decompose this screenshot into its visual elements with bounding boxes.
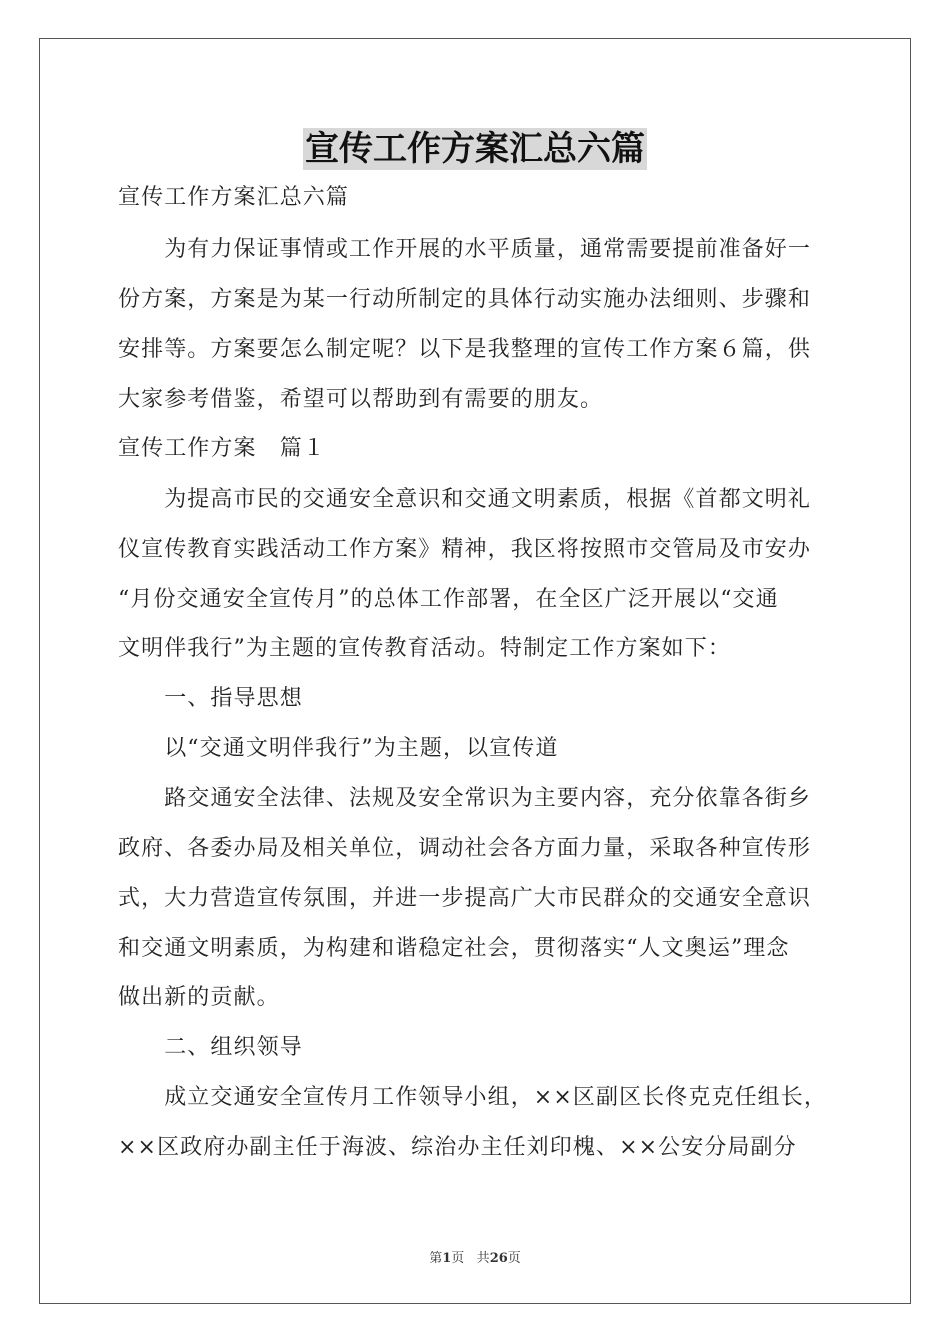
text-line: 式，大力营造宣传氛围，并进一步提高广大市民群众的交通安全意识	[118, 886, 812, 911]
section-heading: 宣传工作方案 篇１	[118, 436, 326, 461]
text-line: 宣传工作方案汇总六篇	[118, 185, 350, 210]
text-line: 文明伴我行”为主题的宣传教育活动。特制定工作方案如下：	[118, 636, 731, 661]
text-line: 政府、各委办局及相关单位，调动社会各方面力量，采取各种宣传形	[118, 836, 812, 861]
text-line: 为有力保证事情或工作开展的水平质量，通常需要提前准备好一	[118, 237, 812, 262]
text-line: 以“交通文明伴我行”为主题，以宣传道	[118, 736, 559, 761]
subheading: 二、组织领导	[118, 1035, 303, 1060]
page-border	[39, 38, 911, 1304]
text-line: 份方案，方案是为某一行动所制定的具体行动实施办法细则、步骤和	[118, 287, 812, 312]
text-line: 成立交通安全宣传月工作领导小组，××区副区长佟克克任组长，	[118, 1085, 827, 1110]
text-line: “月份交通安全宣传月”的总体工作部署，在全区广泛开展以“交通	[118, 587, 779, 612]
text-line: 路交通安全法律、法规及安全常识为主要内容，充分依靠各街乡	[118, 786, 812, 811]
page-prefix: 第	[429, 1251, 443, 1266]
page-current: 1	[442, 1251, 452, 1266]
text-line: 为提高市民的交通安全意识和交通文明素质，根据《首都文明礼	[118, 487, 812, 512]
page-footer	[0, 1247, 950, 1266]
total-suffix: 页	[507, 1251, 521, 1266]
text-line: 和交通文明素质，为构建和谐稳定社会，贯彻落实“人文奥运”理念	[118, 936, 790, 961]
subheading: 一、指导思想	[118, 686, 303, 711]
text-line: 做出新的贡献。	[118, 985, 280, 1010]
text-line: 仪宣传教育实践活动工作方案》精神，我区将按照市交管局及市安办	[118, 537, 812, 562]
title-wrap	[0, 128, 950, 170]
document-title: 宣传工作方案汇总六篇	[305, 129, 645, 169]
total-prefix: 共	[476, 1251, 490, 1266]
text-line: ××区政府办副主任于海波、综治办主任刘印槐、××公安分局副分	[118, 1135, 797, 1160]
page-suffix: 页	[451, 1251, 465, 1266]
text-line: 安排等。方案要怎么制定呢？以下是我整理的宣传工作方案６篇，供	[118, 337, 812, 362]
text-line: 大家参考借鉴，希望可以帮助到有需要的朋友。	[118, 387, 604, 412]
page-total: 26	[489, 1251, 508, 1266]
